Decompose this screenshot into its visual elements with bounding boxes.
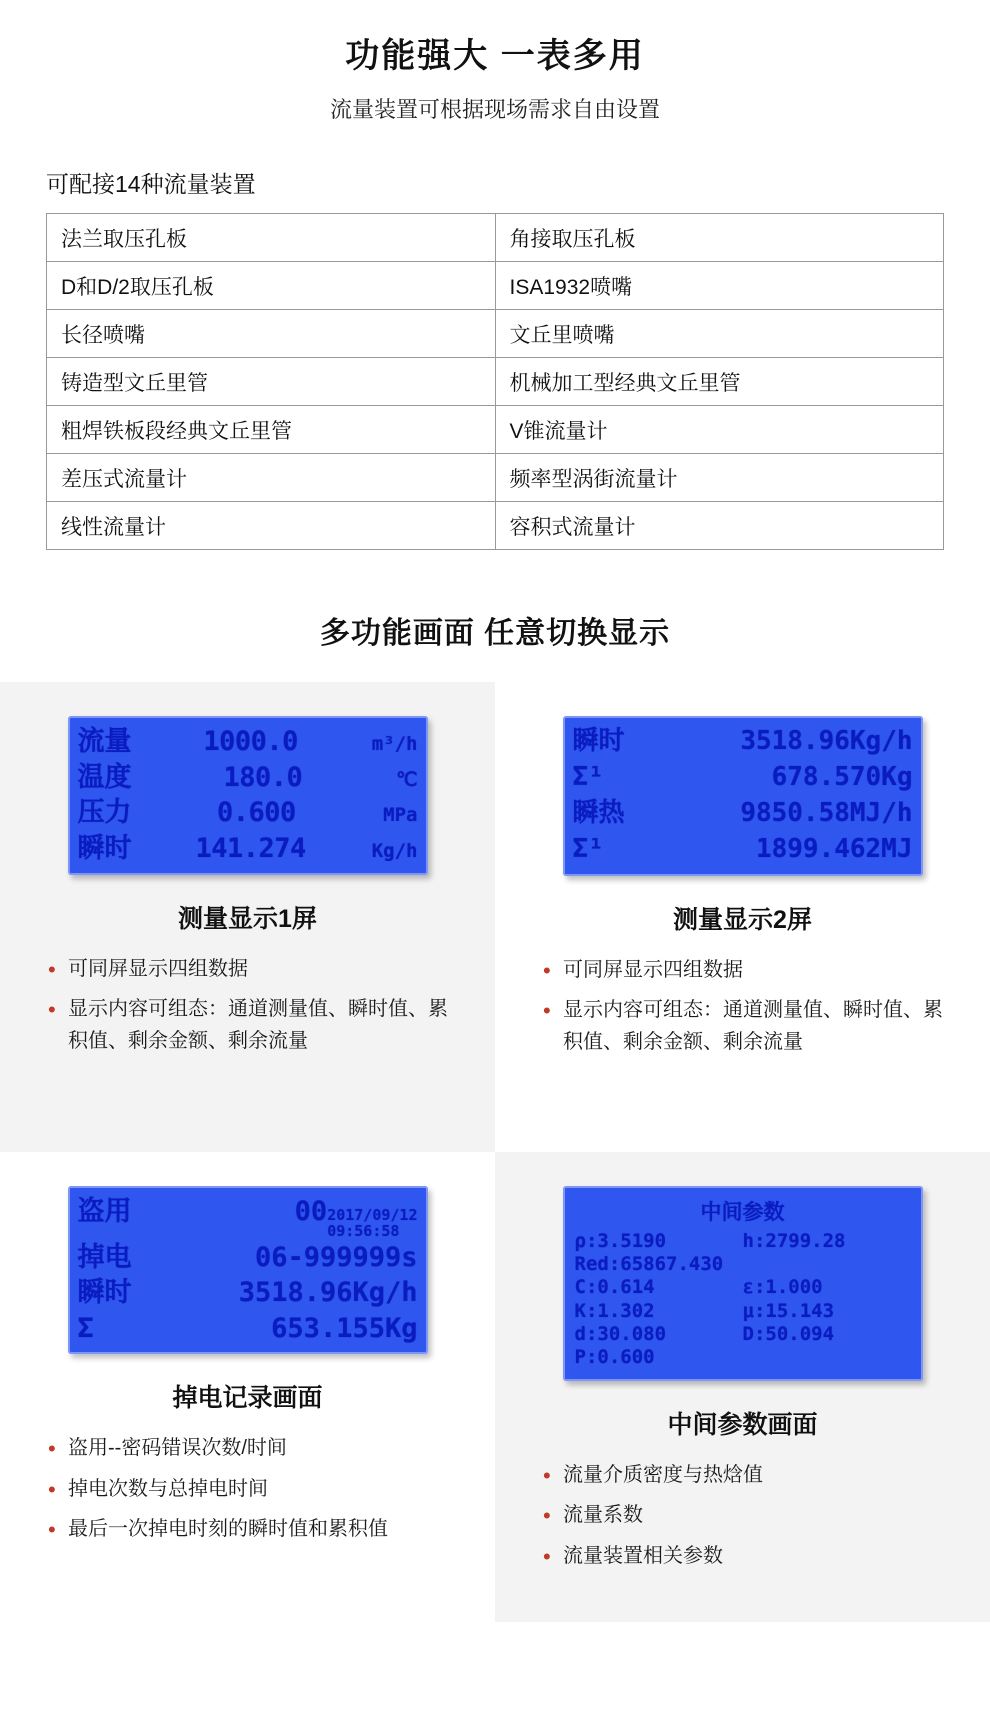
lcd-timestamp-time: 09:56:58: [327, 1221, 400, 1240]
screen-card-measure-2: [495, 682, 990, 1152]
screen-title: 测量显示1屏: [178, 904, 317, 933]
lcd-param: d:30.080: [574, 1322, 667, 1345]
lcd-unit: ℃: [396, 768, 418, 791]
lcd-label: Σ: [77, 1312, 94, 1344]
lcd-label: 瞬时: [77, 1277, 132, 1309]
lcd-wrap: [523, 716, 962, 876]
table-cell: 频率型涡街流量计: [495, 454, 944, 502]
lcd-param: Red:65867.430: [574, 1253, 724, 1276]
lcd-label: 瞬时: [572, 726, 625, 756]
lcd-label: 流量: [77, 726, 132, 757]
lcd-label: Σ¹: [572, 833, 604, 864]
lcd-row: [573, 796, 913, 832]
lcd-display-measure-2: [563, 716, 923, 876]
list-item: • 显示内容可组态：通道测量值、瞬时值、累积值、剩余金额、剩余流量: [541, 994, 962, 1059]
lcd-row: [575, 1276, 911, 1299]
table-cell: 差压式流量计: [47, 454, 496, 502]
lcd-row: [78, 1275, 418, 1311]
lcd-row: [575, 1300, 911, 1323]
screen-title: 中间参数画面: [667, 1411, 818, 1440]
lcd-row: [575, 1323, 911, 1346]
lcd-param: [743, 1253, 911, 1276]
lcd-unit: Kg/h: [371, 839, 418, 862]
table-row: [47, 214, 944, 262]
lcd-value: 06-999999s: [254, 1241, 418, 1273]
lcd-param: h:2799.28: [742, 1230, 846, 1252]
lcd-display-measure-1: [68, 716, 428, 875]
table-row: [47, 310, 944, 358]
lcd-row: [78, 1194, 418, 1240]
feature-list: [541, 1459, 962, 1572]
lcd-row: [575, 1230, 911, 1253]
table-cell: 粗焊铁板段经典文丘里管: [47, 406, 496, 454]
device-table: [46, 213, 944, 550]
list-item: • 显示内容可组态：通道测量值、瞬时值、累积值、剩余金额、剩余流量: [46, 993, 467, 1058]
lcd-label: 瞬热: [572, 797, 625, 828]
lcd-display-params: [563, 1186, 923, 1381]
screen-title: 测量显示2屏: [673, 905, 812, 934]
lcd-row: [78, 795, 418, 831]
screens-grid: [0, 682, 990, 1622]
lcd-label: 温度: [77, 761, 132, 793]
table-row: [47, 262, 944, 310]
list-item: • 流量介质密度与热焓值: [541, 1459, 962, 1491]
lcd-param: ε:1.000: [742, 1276, 823, 1299]
table-cell: 容积式流量计: [495, 502, 944, 550]
lcd-value: 180.0: [223, 761, 303, 793]
table-cell: 铸造型文丘里管: [47, 358, 496, 406]
table-cell: 机械加工型经典文丘里管: [495, 358, 944, 406]
list-item: • 流量系数: [541, 1499, 962, 1531]
lcd-timestamp: [327, 1208, 417, 1240]
screen-card-power-log: [0, 1152, 495, 1622]
feature-list: [46, 953, 467, 1058]
lcd-label: 盗用: [77, 1196, 132, 1227]
lcd-display-power-log: [68, 1186, 428, 1354]
lcd-label: Σ¹: [572, 761, 604, 792]
lcd-param: μ:15.143: [742, 1299, 835, 1322]
section-screens-title: 多功能画面 任意切换显示: [319, 617, 671, 650]
table-row: [47, 406, 944, 454]
lcd-param: K:1.302: [574, 1299, 655, 1322]
lcd-param: ρ:3.5190: [574, 1230, 667, 1252]
table-cell: V锥流量计: [495, 406, 944, 454]
lcd-value: 141.274: [195, 832, 306, 864]
lcd-param: [743, 1346, 911, 1369]
lcd-row: [78, 724, 418, 760]
lcd-value: 1000.0: [203, 726, 298, 757]
lcd-wrap: [523, 1186, 962, 1381]
section-devices: [0, 0, 990, 550]
table-cell: 角接取压孔板: [495, 214, 944, 262]
lcd-row: [78, 831, 418, 867]
page-subtitle: 流量装置可根据现场需求自由设置: [329, 97, 660, 122]
lcd-value: 653.155Kg: [271, 1312, 418, 1344]
lcd-row: [575, 1346, 911, 1369]
lcd-timestamp-date: 2017/09/12: [327, 1206, 418, 1224]
screen-title: 掉电记录画面: [172, 1384, 323, 1413]
lcd-row: [573, 760, 913, 796]
table-cell: 文丘里喷嘴: [495, 310, 944, 358]
lcd-value: 3518.96Kg/h: [740, 726, 913, 756]
table-cell: 线性流量计: [47, 502, 496, 550]
table-cell: 法兰取压孔板: [47, 214, 496, 262]
lcd-param: P:0.600: [574, 1345, 655, 1368]
feature-list: [46, 1432, 467, 1545]
lcd-row: [78, 1311, 418, 1347]
lcd-param: D:50.094: [742, 1322, 835, 1345]
lcd-param: C:0.614: [574, 1276, 655, 1299]
lcd-unit: MPa: [383, 804, 418, 827]
lcd-row: [573, 724, 913, 760]
lcd-row: [78, 1240, 418, 1276]
lcd-label: 掉电: [77, 1241, 132, 1273]
screen-card-measure-1: [0, 682, 495, 1152]
list-item: • 可同屏显示四组数据: [541, 954, 962, 986]
table-cell: 长径喷嘴: [47, 310, 496, 358]
lcd-wrap: [28, 716, 467, 875]
lcd-value: 678.570Kg: [771, 761, 913, 792]
lcd-value: 1899.462MJ: [755, 833, 913, 864]
screen-card-params: [495, 1152, 990, 1622]
lcd-wrap: [28, 1186, 467, 1354]
table-row: [47, 454, 944, 502]
lcd-value: 00: [294, 1196, 328, 1227]
lcd-label: 瞬时: [77, 832, 132, 864]
table-caption: 可配接14种流量装置: [46, 171, 256, 197]
lcd-value: 9850.58MJ/h: [740, 797, 913, 828]
lcd-value: 0.600: [216, 797, 296, 829]
feature-list: [541, 954, 962, 1059]
list-item: • 掉电次数与总掉电时间: [46, 1473, 467, 1505]
list-item: • 盗用--密码错误次数/时间: [46, 1432, 467, 1464]
table-row: [47, 358, 944, 406]
lcd-label: 压力: [77, 797, 132, 829]
lcd-row: [573, 832, 913, 868]
lcd-row: [78, 760, 418, 796]
lcd-row: [575, 1253, 911, 1276]
lcd-title: 中间参数: [700, 1200, 785, 1224]
table-cell: D和D/2取压孔板: [47, 262, 496, 310]
table-row: [47, 502, 944, 550]
list-item: • 最后一次掉电时刻的瞬时值和累积值: [46, 1513, 467, 1545]
lcd-value: 3518.96Kg/h: [238, 1277, 418, 1309]
table-cell: ISA1932喷嘴: [495, 262, 944, 310]
lcd-unit: m³/h: [371, 733, 418, 755]
page-title: 功能强大 一表多用: [345, 37, 645, 75]
list-item: • 可同屏显示四组数据: [46, 953, 467, 985]
list-item: • 流量装置相关参数: [541, 1540, 962, 1572]
